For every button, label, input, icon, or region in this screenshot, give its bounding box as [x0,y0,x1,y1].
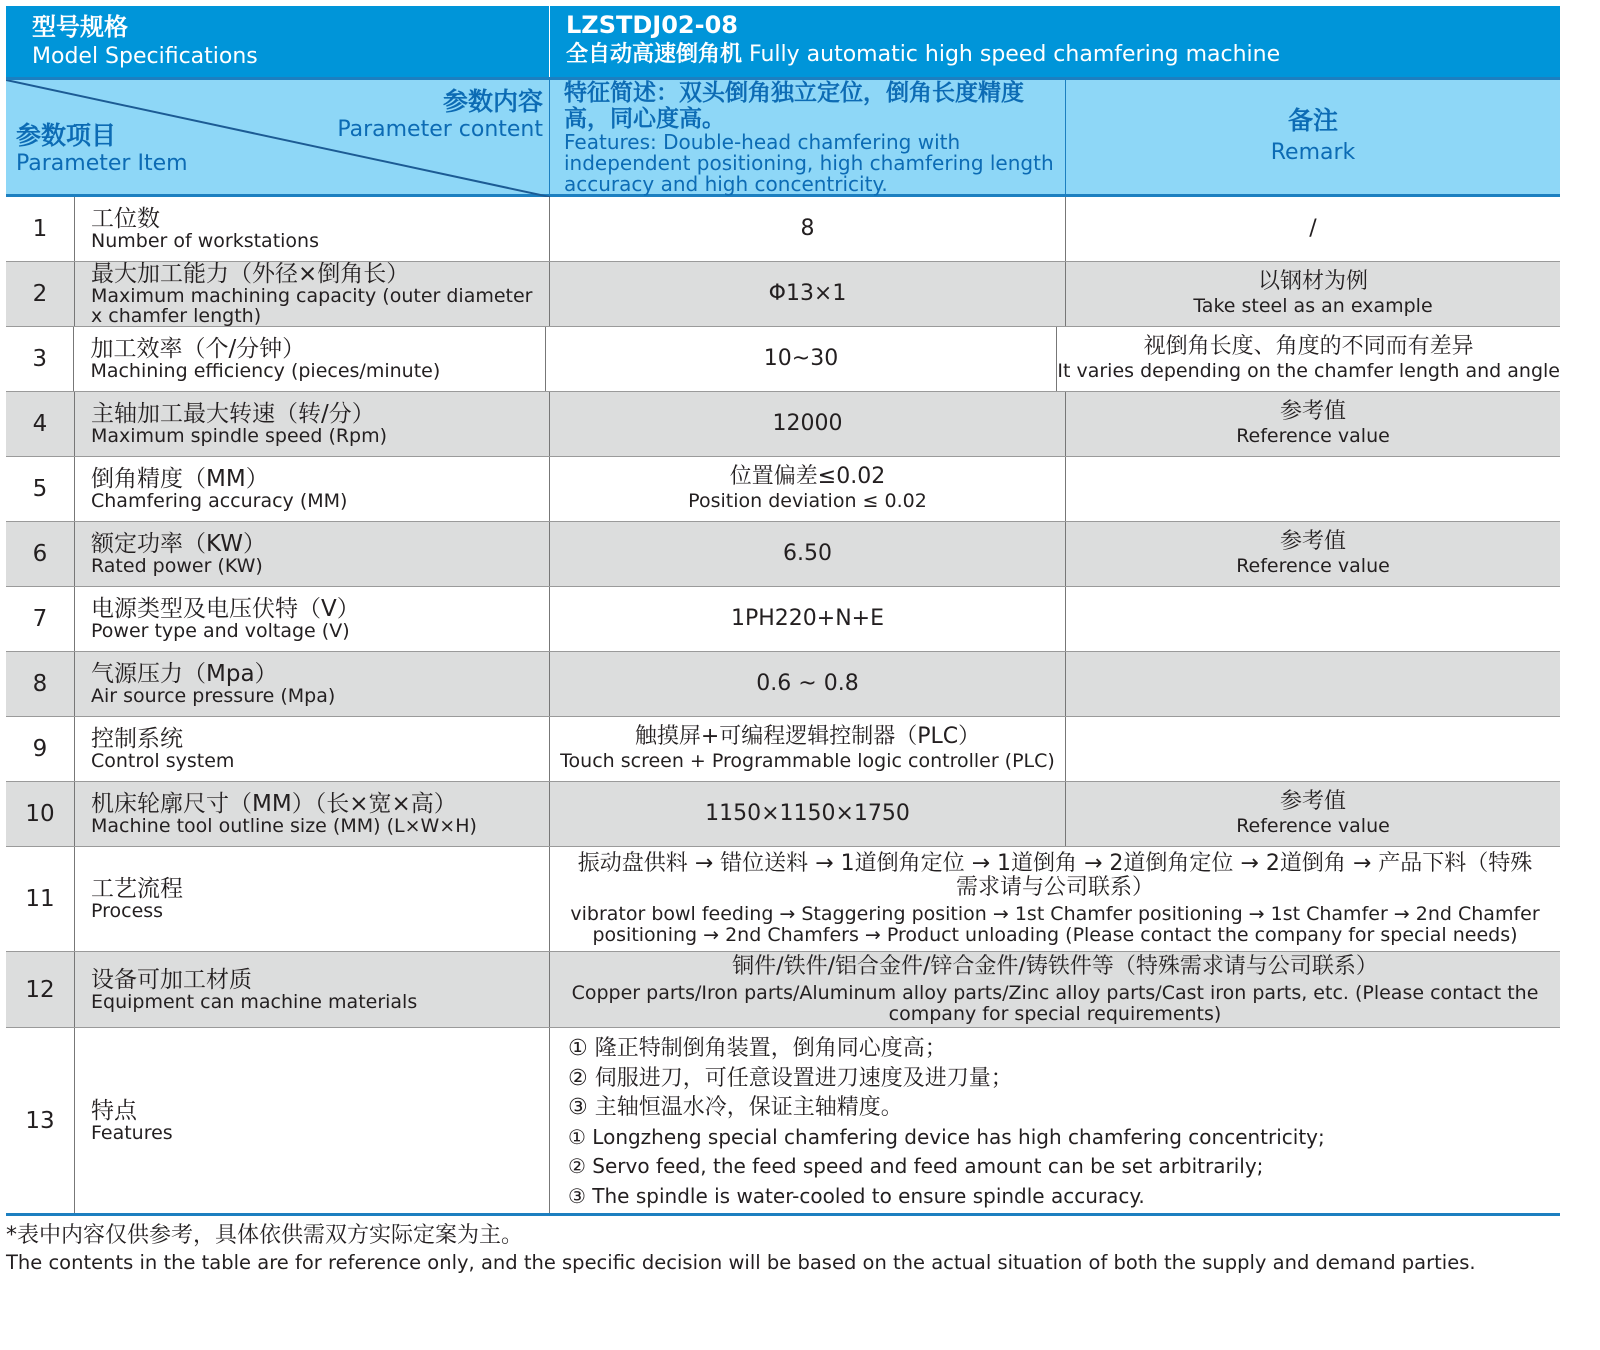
remark-zh: 以钢材为例 [1257,269,1368,294]
table-row [6,392,1560,457]
value-cell [550,652,1066,716]
parameter-cell [75,262,550,326]
parameter-en: Machine tool outline size (MM) (L×W×H) [91,815,477,837]
model-title [550,6,1560,77]
parameter-cell [75,587,550,651]
parameter-content-label [337,88,543,144]
row-number: 1 [6,197,75,261]
footnote [6,1222,1476,1276]
model-number: LZSTDJ02-08 [566,11,738,39]
remark-cell [1066,587,1560,651]
parameter-cell [75,847,550,951]
parameter-zh: 电源类型及电压伏特（V） [91,596,360,622]
parameter-en: Rated power (KW) [91,555,263,577]
parameter-en: Power type and voltage (V) [91,620,350,642]
parameter-en: Machining efficiency (pieces/minute) [90,360,441,382]
remark-zh: 视倒角长度、角度的不同而有差异 [1143,334,1474,359]
parameter-cell [75,522,550,586]
table-body [6,197,1560,1216]
value-cell [550,457,1066,521]
remark-en: Reference value [1236,815,1390,837]
parameter-en: Process [91,900,164,922]
row-number: 12 [6,952,75,1027]
footnote-zh: *表中内容仅供参考，具体依供需双方实际定案为主。 [6,1223,524,1248]
row-number: 6 [6,522,75,586]
value-cell [546,327,1058,391]
remark-zh: 备注 [1287,106,1338,135]
remark-cell [1066,522,1560,586]
parameter-cell [75,782,550,846]
row-number: 11 [6,847,75,951]
row-number: 2 [6,262,75,326]
table-row [6,262,1560,327]
row-number: 5 [6,457,75,521]
feature-line: ① 隆正特制倒角装置，倒角同心度高； [568,1036,947,1061]
remark-en: Take steel as an example [1193,295,1433,317]
parameter-zh: 额定功率（KW） [91,531,267,557]
table-row [6,652,1560,717]
column-header [6,80,1560,197]
row-number: 7 [6,587,75,651]
value-cell [550,952,1560,1027]
table-row [6,197,1560,262]
value-cell [550,717,1066,781]
parameter-zh: 控制系统 [91,726,183,752]
feature-line: ③ 主轴恒温水冷，保证主轴精度。 [568,1095,903,1120]
row-number: 13 [6,1028,75,1213]
parameter-zh: 最大加工能力（外径×倒角长） [91,261,410,287]
value-zh: 8 [800,216,815,241]
row-number: 10 [6,782,75,846]
value-cell [550,197,1066,261]
parameter-en: Control system [91,750,235,772]
parameter-cell [75,1028,550,1213]
table-row [6,327,1560,392]
remark-zh: 参考值 [1279,789,1346,814]
value-cell [550,262,1066,326]
parameter-cell [75,197,550,261]
table-row [6,587,1560,652]
row-number: 4 [6,392,75,456]
table-header [6,6,1560,80]
value-cell [550,782,1066,846]
spec-zh: 型号规格 [32,13,128,41]
remark-cell [1066,717,1560,781]
table-row [6,717,1560,782]
parameter-cell [75,457,550,521]
parameter-en: Features [91,1121,173,1144]
diagonal-header-cell [6,80,550,194]
table-row [6,782,1560,847]
parameter-item-label [16,122,188,178]
parameter-zh: 加工效率（个/分钟） [90,336,306,362]
remark-zh: 参考值 [1279,399,1346,424]
remark-cell [1066,782,1560,846]
row-number: 3 [6,327,74,391]
remark-cell [1066,652,1560,716]
value-cell [550,587,1066,651]
table-row [6,457,1560,522]
parameter-en: Number of workstations [91,230,319,252]
table-row [6,847,1560,952]
footnote-en: The contents in the table are for reference only, and the specific decision will be based on the actual situation of both the supply and demand parties. [6,1251,1476,1274]
remark-cell [1057,327,1560,391]
features-cell [550,1028,1560,1213]
parameter-zh: 工艺流程 [91,876,183,902]
row-number: 9 [6,717,75,781]
features-zh: 特征简述：双头倒角独立定位，倒角长度精度高，同心度高。 [564,80,1024,132]
parameter-zh: 倒角精度（MM） [91,466,269,492]
content-en: Parameter content [337,117,543,142]
value-zh: 0.6 ~ 0.8 [756,671,859,696]
remark-zh: / [1309,216,1317,241]
value-zh: 1PH220+N+E [730,606,885,631]
table-row [6,952,1560,1028]
parameter-cell [75,392,550,456]
parameter-cell [75,652,550,716]
parameter-cell [74,327,545,391]
value-zh: Φ13×1 [768,281,847,306]
item-zh: 参数项目 [16,121,117,150]
table-row [6,522,1560,587]
remark-en: Reference value [1236,555,1390,577]
item-en: Parameter Item [16,151,188,176]
value-zh: 位置偏差≤0.02 [729,464,886,489]
remark-en: It varies depending on the chamfer length and angle [1057,360,1560,382]
spec-table [6,6,1560,1216]
value-zh: 1150×1150×1750 [705,801,910,826]
remark-cell [1066,262,1560,326]
value-zh: 6.50 [783,541,832,566]
value-cell [550,392,1066,456]
machine-name-zh: 全自动高速倒角机 [566,42,743,67]
parameter-zh: 气源压力（Mpa） [91,661,278,687]
machine-name-en: Fully automatic high speed chamfering machine [749,42,1281,67]
feature-line: ① Longzheng special chamfering device has high chamfering concentricity; [568,1124,1325,1149]
parameter-en: Chamfering accuracy (MM) [91,490,348,512]
remark-cell [1066,392,1560,456]
features-en: Features: Double-head chamfering with independent positioning, high chamfering length accuracy and high concentricity. [564,130,1054,196]
parameter-zh: 特点 [91,1097,137,1124]
value-zh: 10~30 [763,346,839,371]
remark-zh: 参考值 [1279,529,1346,554]
features-summary [550,80,1066,194]
parameter-zh: 设备可加工材质 [91,966,252,993]
parameter-zh: 机床轮廓尺寸（MM）（长×宽×高） [91,791,457,817]
value-zh: 铜件/铁件/铝合金件/锌合金件/铸铁件等（特殊需求请与公司联系） [732,953,1378,979]
remark-en: Reference value [1236,425,1390,447]
value-zh: 12000 [772,411,843,436]
remark-cell [1066,197,1560,261]
parameter-zh: 主轴加工最大转速（转/分） [91,401,375,427]
remark-header [1066,80,1560,194]
row-number: 8 [6,652,75,716]
value-zh: 振动盘供料 → 错位送料 → 1道倒角定位 → 1道倒角 → 2道倒角定位 → 2道倒角 → 产品下料（特殊需求请与公司联系） [577,851,1533,900]
value-zh: 触摸屏+可编程逻辑控制器（PLC） [634,724,981,749]
parameter-zh: 工位数 [91,206,160,232]
remark-cell [1066,457,1560,521]
feature-line: ② Servo feed, the feed speed and feed amount can be set arbitrarily; [568,1154,1264,1178]
feature-line: ③ The spindle is water-cooled to ensure spindle accuracy. [568,1183,1145,1208]
parameter-cell [75,717,550,781]
model-spec-label [6,6,550,77]
spec-en: Model Specifications [32,44,258,69]
value-cell [550,847,1560,951]
parameter-en: Maximum spindle speed (Rpm) [91,425,388,447]
feature-line: ② 伺服进刀，可任意设置进刀速度及进刀量； [568,1065,1013,1091]
parameter-cell [75,952,550,1027]
parameter-en: Maximum machining capacity (outer diameter x chamfer length) [91,285,533,327]
content-zh: 参数内容 [442,87,543,116]
table-row [6,1028,1560,1216]
value-en: Position deviation ≤ 0.02 [688,490,927,512]
remark-en: Remark [1270,140,1356,165]
value-en: Copper parts/Iron parts/Aluminum alloy parts/Zinc alloy parts/Cast iron parts, etc. (Please contact the company for special requirements) [571,981,1539,1025]
parameter-en: Air source pressure (Mpa) [91,685,336,707]
value-cell [550,522,1066,586]
parameter-en: Equipment can machine materials [91,990,418,1013]
value-en: Touch screen + Programmable logic controller (PLC) [560,750,1055,772]
value-en: vibrator bowl feeding → Staggering position → 1st Chamfer positioning → 1st Chamfer → 2nd Chamfer positioning → 2nd Chamfers → Product unloading (Please contact the company for special needs) [570,903,1540,946]
